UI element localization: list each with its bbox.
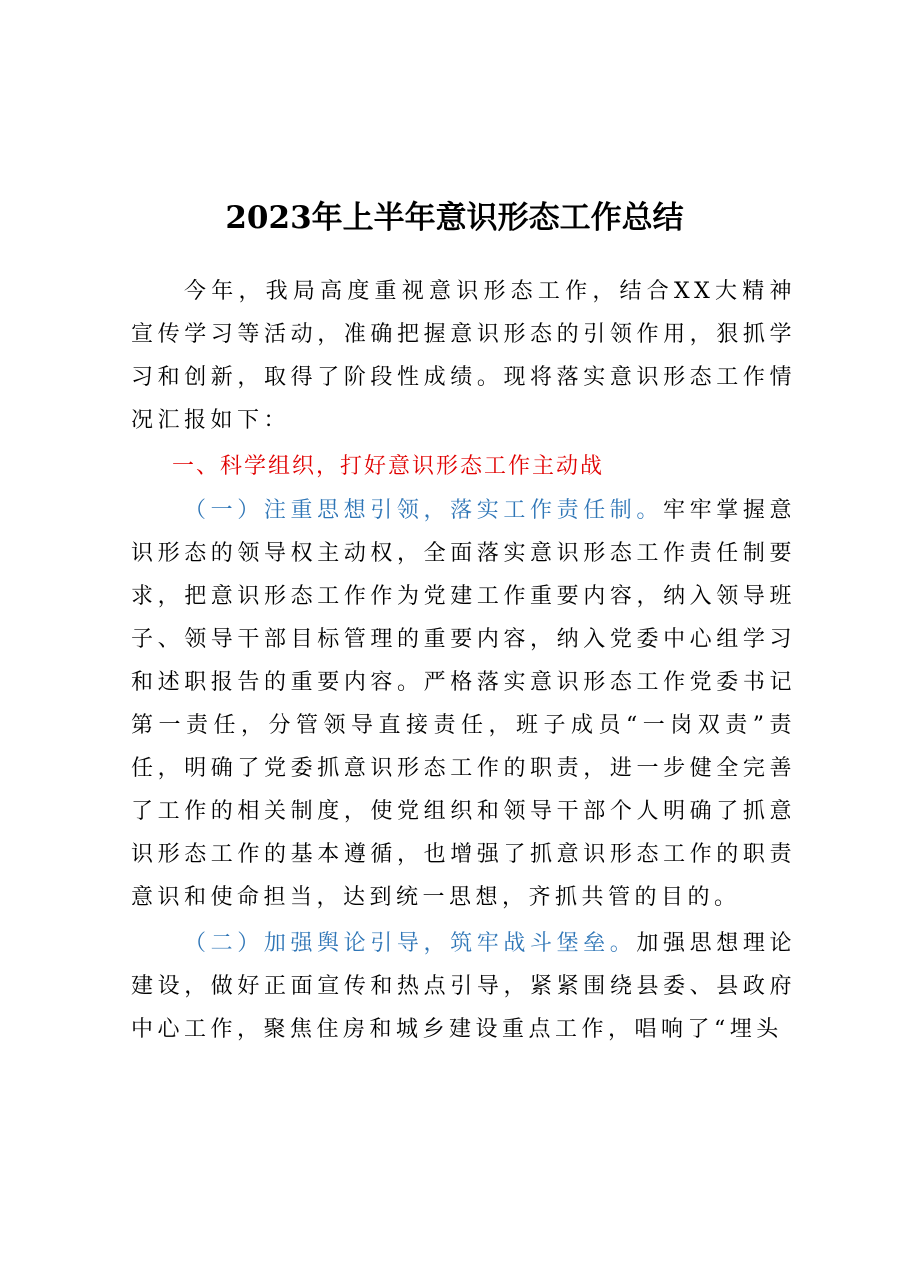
intro-paragraph: 今年，我局高度重视意识形态工作，结合XX大精神宣传学习等活动，准确把握意识形态的引领作用，狠抓学习和创新，取得了阶段性成绩。现将落实意识形态工作情况汇报如下： (131, 279, 796, 433)
document-body (131, 270, 796, 1051)
subsection-text-1: 牢牢掌握意识形态的领导权主动权，全面落实意识形态工作责任制要求，把意识形态工作作为党建工作重要内容，纳入领导班子、领导干部目标管理的重要内容，纳入党委中心组学习和述职报告的重要内容。严格落实意识形态工作党委书记第一责任，分管领导直接责任，班子成员“一岗双责”责任，明确了党委抓意识形态工作的职责，进一步健全完善了工作的相关制度，使党组织和领导干部个人明确了抓意识形态工作的基本遵循，也增强了抓意识形态工作的职责意识和使命担当，达到统一思想，齐抓共管的目的。 (131, 498, 796, 910)
section-heading-1: 一、科学组织，打好意识形态工作主动战 (172, 454, 605, 479)
document-title: 2023年上半年意识形态工作总结 (225, 200, 684, 236)
subsection-paragraph-1 (131, 489, 796, 919)
subsection-paragraph-2 (131, 922, 796, 1051)
subsection-text-2: 加强思想理论建设，做好正面宣传和热点引导，紧紧围绕县委、县政府中心工作，聚焦住房和城乡建设重点工作，唱响了“埋头 (131, 931, 796, 1042)
subsection-heading-2: （二）加强舆论引导，筑牢战斗堡垒。 (184, 931, 637, 956)
subsection-heading-1: （一）注重思想引领，落实工作责任制。 (184, 498, 664, 523)
